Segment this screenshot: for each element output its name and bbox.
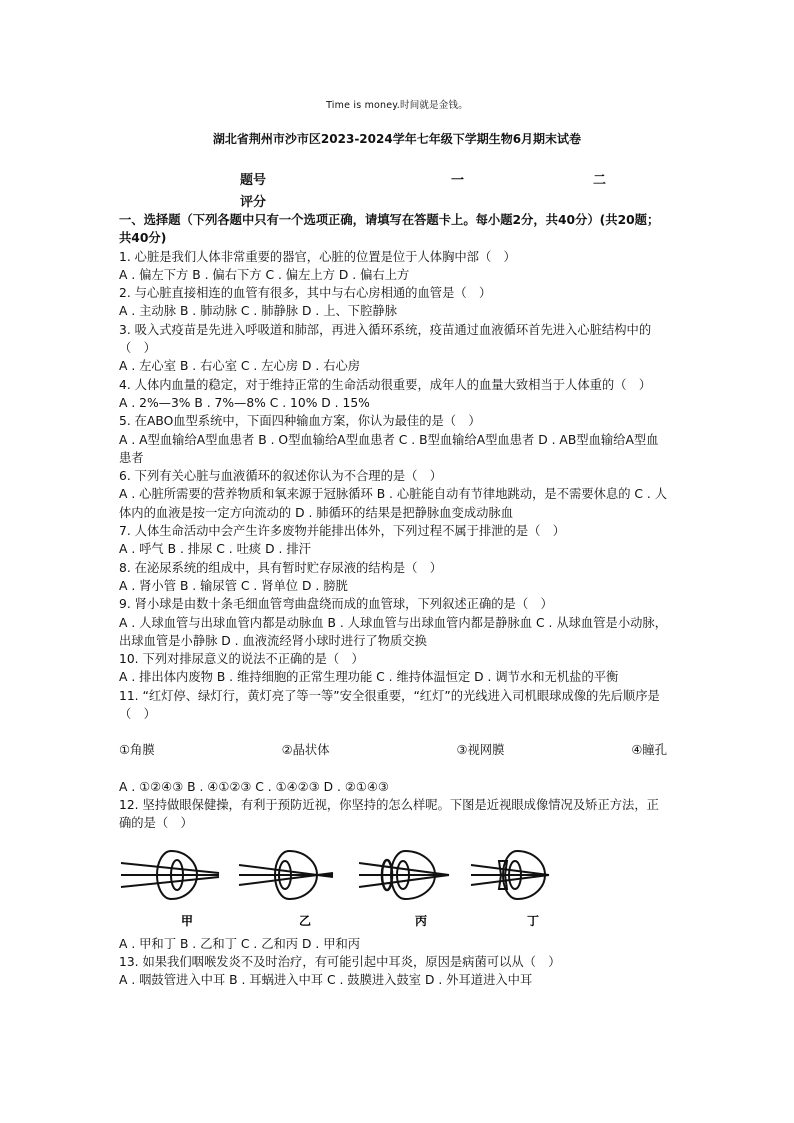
q5-stem: 5. 在ABO血型系统中，下面四种输血方案，你认为最佳的是（ ） (119, 414, 481, 429)
q7-options: A . 呼气 B . 排尿 C . 吐痰 D . 排汗 (119, 542, 311, 557)
q1-options: A . 偏左下方 B . 偏右下方 C . 偏左上方 D . 偏右上方 (119, 267, 410, 282)
label-bing: 丙 (415, 913, 428, 928)
page-header: Time is money.时间就是金钱。 (326, 100, 468, 111)
q6-options: A . 心脏所需要的营养物质和氧来源于冠脉循环 B . 心脏能自动有节律地跳动，是不需要休息的 C . 人体内的血液是按一定方向流动的 D . 肺循环的结果是把静脉血变成动脉血 (119, 487, 668, 520)
q8-options: A . 肾小管 B . 输尿管 C . 肾单位 D . 膀胱 (119, 578, 348, 593)
q3-stem: 3. 吸入式疫苗是先进入呼吸道和肺部，再进入循环系统，疫苗通过血液循环首先进入心脏结构中的（ ） (119, 322, 652, 356)
q10-stem: 10. 下列对排尿意义的说法不正确的是（ ） (119, 652, 364, 667)
q2-options: A . 主动脉 B . 肺动脉 C . 肺静脉 D . 上、下腔静脉 (119, 304, 397, 319)
label-yi: 乙 (299, 913, 312, 928)
q12-options: A . 甲和丁 B . 乙和丁 C . 乙和丙 D . 甲和丙 (119, 936, 361, 951)
score-col-one: 一 (451, 173, 465, 188)
q13-options: A . 咽鼓管进入中耳 B . 耳蜗进入中耳 C . 鼓膜进入鼓室 D . 外耳道进入中耳 (119, 973, 533, 988)
part-retina: ③视网膜 (456, 743, 505, 758)
q6-stem: 6. 下列有关心脏与血液循环的叙述你认为不合理的是（ ） (119, 469, 443, 484)
q11-stem: 11. “红灯停、绿灯行，黄灯亮了等一等”安全很重要，“红灯”的光线进入司机眼球成像的先后顺序是（ ） (119, 688, 660, 722)
eye-bing (359, 851, 449, 899)
q10-options: A . 排出体内废物 B . 维持细胞的正常生理功能 C . 维持体温恒定 D . 调节水和无机盐的平衡 (119, 670, 619, 685)
q3-options: A . 左心室 B . 右心室 C . 左心房 D . 右心房 (119, 359, 361, 374)
section-heading: 一、选择题（下列各题中只有一个选项正确，请填写在答题卡上。每小题2分，共40分）(共20题；共40分) (119, 213, 660, 246)
q1-stem: 1. 心脏是我们人体非常重要的器官，心脏的位置是位于人体胸中部（ ） (119, 249, 516, 264)
part-cornea: ①角膜 (119, 743, 155, 758)
eye-ding (471, 851, 549, 899)
q5-options: A . A型血输给A型血患者 B . O型血输给A型血患者 C . B型血输给A型血患者 D . AB型血输给A型血患者 (119, 432, 659, 465)
score-col-two: 二 (593, 173, 607, 188)
eye-diagram-figure (119, 837, 667, 933)
q4-stem: 4. 人体内血量的稳定，对于维持正常的生命活动很重要，成年人的血量大致相当于人体重的（ ） (119, 377, 652, 392)
eye-diagrams (119, 841, 559, 933)
q11-options: A . ①②④③ B . ④①②③ C . ①④②③ D . ②①④③ (119, 779, 389, 794)
score-label-score: 评分 (240, 195, 267, 210)
q4-options: A . 2%—3% B . 7%—8% C . 10% D . 15% (119, 395, 370, 410)
exam-title: 湖北省荆州市沙市区2023-2024学年七年级下学期生物6月期末试卷 (212, 132, 582, 146)
part-lens: ②晶状体 (281, 743, 330, 758)
eye-jia (121, 851, 219, 899)
label-ding: 丁 (527, 913, 540, 928)
q7-stem: 7. 人体生命活动中会产生许多废物并能排出体外，下列过程不属于排泄的是（ ） (119, 524, 566, 539)
q8-stem: 8. 在泌尿系统的组成中，具有暂时贮存尿液的结构是（ ） (119, 560, 443, 575)
eye-yi (239, 851, 333, 899)
q9-stem: 9. 肾小球是由数十条毛细血管弯曲盘绕而成的血管球，下列叙述正确的是（ ） (119, 597, 553, 612)
label-jia: 甲 (181, 913, 194, 928)
q13-stem: 13. 如果我们咽喉发炎不及时治疗，有可能引起中耳炎，原因是病菌可以从（ ） (119, 954, 561, 969)
question-content (119, 211, 667, 989)
q12-stem: 12. 坚持做眼保健操，有利于预防近视，你坚持的怎么样呢。下图是近视眼成像情况及矫正方法，正确的是（ ） (119, 797, 659, 831)
q2-stem: 2. 与心脏直接相连的血管有很多，其中与右心房相通的血管是（ ） (119, 286, 492, 301)
score-label-question: 题号 (240, 173, 267, 188)
q11-parts (119, 741, 667, 759)
q9-options: A . 人球血管与出球血管内都是动脉血 B . 人球血管与出球血管内都是静脉血 C . 从球血管是小动脉，出球血管是小静脉 D . 血液流经肾小球时进行了物质交换 (119, 615, 668, 648)
part-pupil: ④瞳孔 (631, 743, 667, 758)
